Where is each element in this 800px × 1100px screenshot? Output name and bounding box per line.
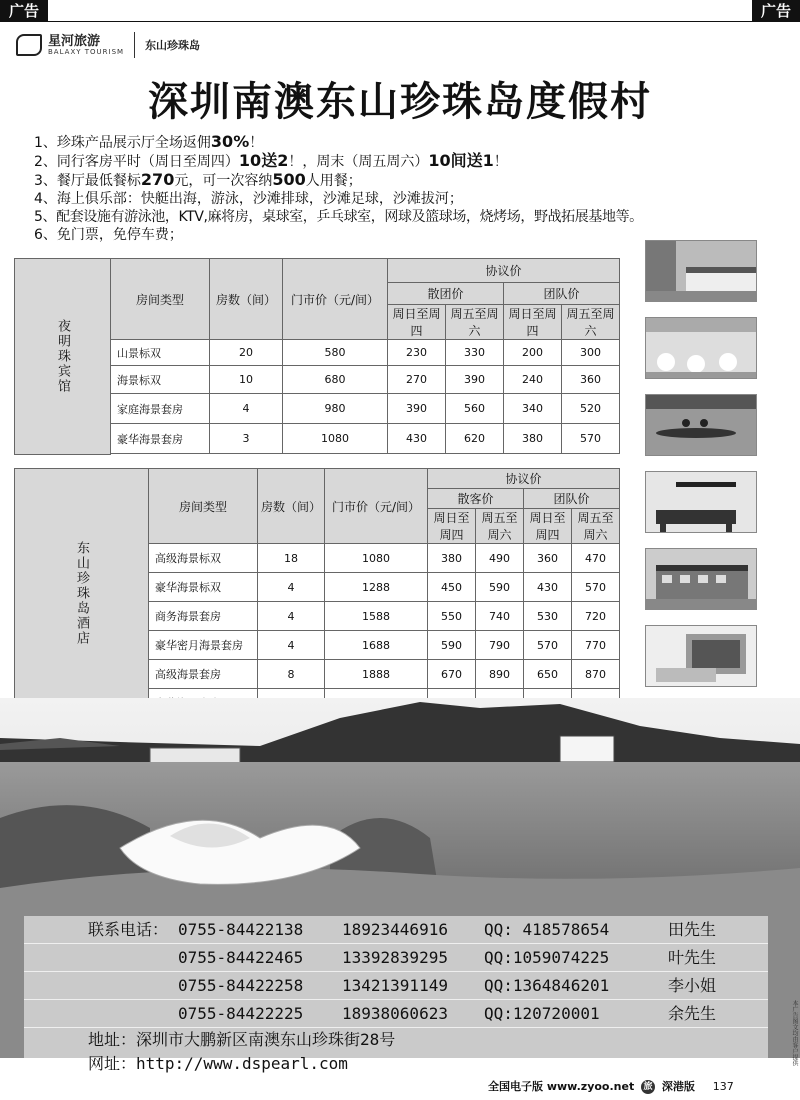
table-row: 豪华海景套房 3 1080 430 620 380 570 (15, 424, 620, 454)
table-row: 高级海景套房 8 1888 670 890 650 870 (15, 660, 620, 689)
partner-logo: 东山珍珠岛 (145, 39, 201, 52)
table-row: 家庭海景套房 4 980 390 560 340 520 (15, 394, 620, 424)
contact-row (24, 1000, 768, 1028)
mobile[interactable]: 13392839295 (342, 948, 448, 967)
brand-name-en: BALAXY TOURISM (48, 47, 125, 56)
website-link[interactable]: 网址：http://www.dspearl.com (88, 1054, 348, 1073)
col-group: 团队价 (524, 489, 620, 509)
contact-name: 李小姐 (668, 976, 717, 995)
page-footer (488, 1078, 734, 1094)
qq: QQ:1364846201 (484, 976, 610, 995)
col-rack-rate: 门市价（元/间） (325, 469, 428, 544)
logo-divider (134, 32, 135, 58)
photo-guest-room (645, 240, 757, 302)
col-rack-rate: 门市价（元/间） (283, 259, 388, 340)
photo-kayak (645, 394, 757, 456)
col-weekday: 周日至周四 (428, 509, 476, 544)
photo-banquet-hall (645, 317, 757, 379)
brand-name: 星河旅游 (48, 33, 101, 49)
galaxy-logo-icon (16, 34, 42, 56)
phone[interactable]: 0755-84422465 (178, 948, 304, 967)
feature-item: 4、海上俱乐部：快艇出海，游泳，沙滩排球，沙滩足球，沙滩拔河； (34, 191, 463, 207)
footer-site[interactable]: 全国电子版 www.zyoo.net (488, 1080, 635, 1093)
qq: QQ:1059074225 (484, 948, 610, 967)
contact-name: 田先生 (668, 920, 717, 939)
table-row: 海景标双 10 680 270 390 240 360 (15, 366, 620, 394)
phone[interactable]: 0755-84422225 (178, 1004, 304, 1023)
col-weekday: 周日至周四 (524, 509, 572, 544)
footer-badge-icon: 旅 (641, 1080, 655, 1094)
table-row: 豪华海景标双 4 1288 450 590 430 570 (15, 573, 620, 602)
rate-table-hotel1 (14, 258, 620, 455)
photo-billiards (645, 471, 757, 533)
contact-name: 叶先生 (668, 948, 717, 967)
table-row: 山景标双 20 580 230 330 200 300 (15, 340, 620, 366)
col-weekend: 周五至周六 (562, 305, 620, 340)
col-weekday: 周日至周四 (388, 305, 446, 340)
col-rooms: 房数（间） (210, 259, 283, 340)
table-row: 高级海景标双 18 1080 380 490 360 470 (15, 544, 620, 573)
col-weekend: 周五至周六 (446, 305, 504, 340)
phone[interactable]: 0755-84422138 (178, 920, 304, 939)
page-number: 137 (712, 1080, 734, 1093)
mobile[interactable]: 13421391149 (342, 976, 448, 995)
side-note: 本广告图文均由客户提供 (791, 1000, 798, 1066)
col-weekday: 周日至周四 (504, 305, 562, 340)
feature-item: 1、珍珠产品展示厅全场返佣30%！ (34, 132, 264, 151)
footer-edition: 深港版 (661, 1080, 695, 1093)
col-negotiated: 协议价 (388, 259, 620, 283)
page-title: 深圳南澳东山珍珠岛度假村 (148, 78, 652, 125)
contact-row (24, 944, 768, 972)
col-room-type: 房间类型 (149, 469, 258, 544)
photo-pearl-products (645, 625, 757, 687)
feature-item: 5、配套设施有游泳池，KTV,麻将房，桌球室，乒乓球室，网球及篮球场，烧烤场，野战拓展基地等。 (34, 209, 643, 225)
table-row: 豪华密月海景套房 4 1688 590 790 570 770 (15, 631, 620, 660)
col-rooms: 房数（间） (258, 469, 325, 544)
top-divider (0, 21, 800, 22)
feature-item: 3、餐厅最低餐标270元，可一次容纳500人用餐； (34, 170, 362, 189)
ad-tag-left: 广告 (0, 0, 48, 22)
qq: QQ:120720001 (484, 1004, 600, 1023)
col-fit: 散团价 (388, 283, 504, 305)
ad-tag-right: 广告 (752, 0, 800, 22)
mobile[interactable]: 18923446916 (342, 920, 448, 939)
phone[interactable]: 0755-84422258 (178, 976, 304, 995)
logo-area (16, 32, 200, 58)
col-group: 团队价 (504, 283, 620, 305)
qq: QQ: 418578654 (484, 920, 610, 939)
contact-name: 余先生 (668, 1004, 717, 1023)
col-room-type: 房间类型 (111, 259, 210, 340)
contact-row (24, 972, 768, 1000)
col-weekend: 周五至周六 (476, 509, 524, 544)
photo-building (645, 548, 757, 610)
mobile[interactable]: 18938060623 (342, 1004, 448, 1023)
feature-item: 6、免门票，免停车费； (34, 227, 183, 243)
feature-item: 2、同行客房平时（周日至周四）10送2！，周末（周五周六）10间送1！ (34, 151, 508, 170)
rate-table-hotel2 (14, 468, 620, 719)
contact-label: 联系电话： (88, 920, 169, 939)
col-fit: 散客价 (428, 489, 524, 509)
hotel-name-vertical: 东山珍珠岛酒店 (15, 469, 149, 719)
table-row: 商务海景套房 4 1588 550 740 530 720 (15, 602, 620, 631)
hotel-name-vertical: 夜明珠宾馆 (15, 259, 111, 455)
contact-row (24, 916, 768, 944)
address: 地址：深圳市大鹏新区南澳东山珍珠街28号 (88, 1030, 396, 1049)
col-weekend: 周五至周六 (572, 509, 620, 544)
feature-list (34, 133, 800, 244)
col-negotiated: 协议价 (428, 469, 620, 489)
contact-panel (24, 916, 768, 1076)
